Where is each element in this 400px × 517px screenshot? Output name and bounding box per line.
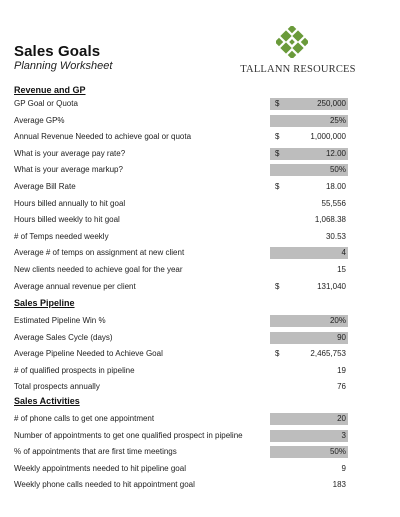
row-value: 76 bbox=[337, 382, 346, 392]
row-label: Hours billed weekly to hit goal bbox=[14, 215, 120, 225]
currency-symbol: $ bbox=[275, 281, 280, 291]
worksheet-row bbox=[0, 164, 400, 176]
row-value: 131,040 bbox=[317, 281, 346, 291]
currency-symbol: $ bbox=[275, 99, 280, 108]
row-value: 50% bbox=[329, 165, 346, 175]
currency-symbol: $ bbox=[275, 182, 280, 191]
row-label: Weekly phone calls needed to hit appointment goal bbox=[14, 480, 195, 490]
row-label: Average # of temps on assignment at new client bbox=[14, 248, 185, 258]
row-value: 20 bbox=[337, 414, 346, 423]
row-value: 15 bbox=[337, 265, 346, 274]
calculated-cell bbox=[270, 198, 348, 210]
calculated-cell bbox=[270, 348, 348, 360]
row-label: Estimated Pipeline Win % bbox=[14, 316, 106, 325]
row-value: 183 bbox=[332, 480, 346, 490]
row-value: 55,556 bbox=[321, 198, 346, 208]
row-label: Average Pipeline Needed to Achieve Goal bbox=[14, 349, 163, 359]
company-logo bbox=[236, 26, 360, 78]
input-cell[interactable] bbox=[270, 315, 348, 327]
row-value: 19 bbox=[337, 365, 346, 375]
worksheet-row bbox=[0, 247, 400, 259]
worksheet-row bbox=[0, 231, 400, 243]
worksheet-row bbox=[0, 413, 400, 425]
calculated-cell bbox=[270, 181, 348, 193]
worksheet-row bbox=[0, 479, 400, 491]
input-cell[interactable] bbox=[270, 332, 348, 344]
input-cell[interactable] bbox=[270, 98, 348, 110]
row-label: Average Bill Rate bbox=[14, 182, 76, 191]
page-subtitle: Planning Worksheet bbox=[14, 60, 113, 72]
row-label: Weekly appointments needed to hit pipeline goal bbox=[14, 463, 186, 473]
input-cell[interactable] bbox=[270, 413, 348, 425]
row-value: 4 bbox=[341, 248, 346, 258]
input-cell[interactable] bbox=[270, 148, 348, 160]
worksheet-row bbox=[0, 98, 400, 110]
row-label: # of qualified prospects in pipeline bbox=[14, 365, 135, 375]
row-label: GP Goal or Quota bbox=[14, 99, 78, 108]
row-label: % of appointments that are first time meetings bbox=[14, 447, 177, 457]
logo-mark-icon bbox=[276, 26, 308, 58]
section-heading: Sales Pipeline bbox=[14, 298, 75, 308]
calculated-cell bbox=[270, 231, 348, 243]
row-value: 18.00 bbox=[325, 182, 346, 191]
worksheet-row bbox=[0, 214, 400, 226]
input-cell[interactable] bbox=[270, 430, 348, 442]
section-heading: Revenue and GP bbox=[14, 85, 86, 95]
row-value: 25% bbox=[329, 115, 346, 125]
row-label: Average Sales Cycle (days) bbox=[14, 332, 113, 342]
row-label: Annual Revenue Needed to achieve goal or quota bbox=[14, 132, 192, 142]
row-label: # of phone calls to get one appointment bbox=[14, 414, 155, 423]
row-value: 250,000 bbox=[317, 99, 346, 108]
worksheet-row bbox=[0, 348, 400, 360]
row-label: Hours billed annually to hit goal bbox=[14, 198, 126, 208]
worksheet-row bbox=[0, 115, 400, 127]
worksheet-row bbox=[0, 281, 400, 293]
worksheet-row bbox=[0, 381, 400, 393]
section-heading: Sales Activities bbox=[14, 396, 80, 406]
worksheet-row bbox=[0, 446, 400, 458]
worksheet-row bbox=[0, 463, 400, 475]
worksheet-row bbox=[0, 332, 400, 344]
currency-symbol: $ bbox=[275, 148, 280, 158]
worksheet-row bbox=[0, 315, 400, 327]
worksheet-row bbox=[0, 131, 400, 143]
calculated-cell bbox=[270, 463, 348, 475]
worksheet-row bbox=[0, 198, 400, 210]
row-label: Average GP% bbox=[14, 115, 65, 125]
row-label: What is your average markup? bbox=[14, 165, 123, 175]
input-cell[interactable] bbox=[270, 164, 348, 176]
row-value: 90 bbox=[337, 332, 346, 342]
currency-symbol: $ bbox=[275, 349, 280, 359]
row-value: 50% bbox=[329, 447, 346, 457]
row-value: 1,000,000 bbox=[310, 132, 346, 142]
row-value: 1,068.38 bbox=[314, 215, 346, 225]
input-cell[interactable] bbox=[270, 247, 348, 259]
row-label: New clients needed to achieve goal for the year bbox=[14, 265, 183, 274]
calculated-cell bbox=[270, 479, 348, 491]
calculated-cell bbox=[270, 131, 348, 143]
input-cell[interactable] bbox=[270, 446, 348, 458]
worksheet-row bbox=[0, 264, 400, 276]
row-value: 3 bbox=[341, 430, 346, 440]
calculated-cell bbox=[270, 281, 348, 293]
worksheet-row bbox=[0, 430, 400, 442]
row-label: Average annual revenue per client bbox=[14, 281, 136, 291]
row-value: 2,465,753 bbox=[310, 349, 346, 359]
row-label: Total prospects annually bbox=[14, 382, 100, 392]
logo-text: TALLANN RESOURCES bbox=[240, 64, 356, 75]
row-label: Number of appointments to get one qualified prospect in pipeline bbox=[14, 430, 243, 440]
row-value: 9 bbox=[341, 463, 346, 473]
calculated-cell bbox=[270, 381, 348, 393]
calculated-cell bbox=[270, 214, 348, 226]
calculated-cell bbox=[270, 264, 348, 276]
row-label: What is your average pay rate? bbox=[14, 148, 126, 158]
row-value: 30.53 bbox=[325, 231, 346, 241]
currency-symbol: $ bbox=[275, 132, 280, 142]
worksheet-row bbox=[0, 148, 400, 160]
worksheet-row bbox=[0, 181, 400, 193]
page-title: Sales Goals bbox=[14, 43, 101, 60]
row-label: # of Temps needed weekly bbox=[14, 231, 109, 241]
calculated-cell bbox=[270, 365, 348, 377]
row-value: 12.00 bbox=[325, 148, 346, 158]
worksheet-row bbox=[0, 365, 400, 377]
row-value: 20% bbox=[329, 316, 346, 325]
input-cell[interactable] bbox=[270, 115, 348, 127]
